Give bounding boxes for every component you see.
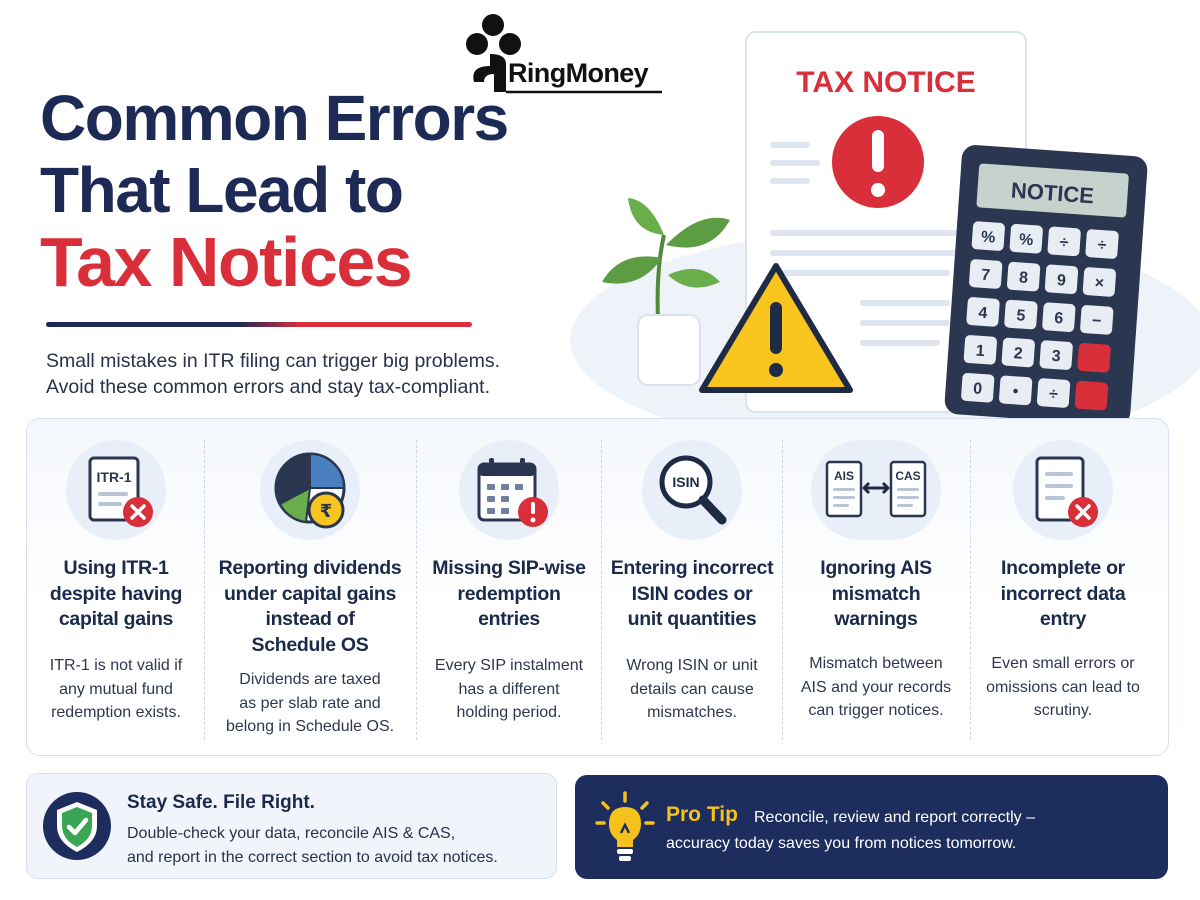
card-divider	[782, 440, 783, 740]
itr-document-error-icon	[66, 440, 166, 540]
error-heading: Ignoring AIS mismatch warnings	[820, 557, 932, 630]
lightbulb-icon	[595, 789, 655, 865]
calculator-key-label: 1	[975, 342, 986, 361]
title-underline	[46, 322, 472, 327]
subtitle-line-2: Avoid these common errors and stay tax-compliant.	[46, 376, 491, 398]
magnifier-isin-icon	[642, 440, 742, 540]
svg-text:AIS: AIS	[833, 469, 855, 483]
svg-text:ITR-1: ITR-1	[96, 469, 132, 485]
error-card-ais	[784, 430, 968, 750]
ais-cas-compare-icon	[811, 440, 941, 540]
error-card-sip	[418, 430, 600, 750]
calculator-key-label: •	[1012, 383, 1019, 401]
calculator-display: NOTICE	[1010, 177, 1095, 209]
calculator-key-label: ÷	[1059, 234, 1070, 252]
error-description: Mismatch between AIS and your records can trigger notices.	[800, 655, 952, 719]
error-heading: Using ITR-1 despite having capital gains	[49, 557, 183, 630]
page-title	[40, 82, 510, 301]
calculator-key-label: 7	[980, 266, 991, 285]
error-heading: Incomplete or incorrect data entry	[1000, 557, 1126, 630]
error-description: Even small errors or omissions can lead to scrutiny.	[986, 655, 1140, 719]
card-divider	[416, 440, 417, 740]
title-line-2: That Lead to	[40, 154, 403, 226]
card-divider	[970, 440, 971, 740]
calculator-key-label: −	[1091, 312, 1102, 331]
calculator-key-label: 0	[972, 380, 983, 399]
error-card-itr1	[30, 430, 202, 750]
calculator-key-label: %	[980, 228, 996, 247]
stay-safe-text: Double-check your data, reconcile AIS & CAS, and report in the correct section to avoid tax notices.	[127, 825, 498, 866]
calculator-key-label: ÷	[1048, 385, 1059, 404]
card-divider	[601, 440, 602, 740]
svg-text:ISIN: ISIN	[672, 474, 700, 490]
brand-name: RingMoney	[508, 58, 649, 88]
calculator-key-label: 9	[1056, 272, 1067, 290]
error-description: Every SIP instalment has a different holding period.	[434, 657, 584, 721]
calculator-key-equals	[1077, 343, 1111, 373]
calculator-key-label: 8	[1018, 269, 1029, 287]
calculator-key-label: %	[1018, 231, 1034, 250]
svg-text:CAS: CAS	[895, 469, 921, 483]
calculator-key-label: 3	[1051, 347, 1062, 366]
calculator-key-equals	[1075, 381, 1109, 411]
subtitle-line-1: Small mistakes in ITR filing can trigger big problems.	[46, 350, 501, 372]
calculator-key-label: 2	[1013, 345, 1024, 363]
error-card-dividends	[206, 430, 414, 750]
svg-text:₹: ₹	[319, 501, 333, 522]
error-card-isin	[603, 430, 781, 750]
calculator-key-label: 4	[977, 304, 988, 323]
title-line-1: Common Errors	[40, 82, 508, 154]
stay-safe-title: Stay Safe. File Right.	[127, 792, 315, 813]
pie-chart-rupee-icon	[260, 440, 360, 540]
subtitle	[46, 348, 566, 400]
error-heading: Reporting dividends under capital gains instead of Schedule OS	[218, 557, 402, 656]
calculator-key-label: 5	[1015, 307, 1026, 325]
stay-safe-banner	[26, 773, 557, 879]
pro-tip-text: Reconcile, review and report correctly – accuracy today saves you from notices tomorrow.	[666, 809, 1036, 852]
calculator-key-label: 6	[1053, 309, 1064, 328]
error-description: Wrong ISIN or unit details can cause mismatches.	[626, 657, 758, 721]
error-description: ITR-1 is not valid if any mutual fund redemption exists.	[49, 657, 183, 721]
pro-tip-banner	[575, 775, 1168, 879]
error-heading: Entering incorrect ISIN codes or unit quantities	[610, 557, 774, 630]
calendar-alert-icon	[459, 440, 559, 540]
hero-illustration	[560, 20, 1200, 420]
calculator-key-label: ÷	[1096, 236, 1107, 255]
calculator-icon	[944, 144, 1148, 420]
calculator-key-label: ×	[1094, 274, 1105, 293]
error-heading: Missing SIP-wise redemption entries	[432, 557, 586, 630]
error-description: Dividends are taxed as per slab rate and belong in Schedule OS.	[225, 671, 395, 735]
error-card-data-entry	[972, 430, 1154, 750]
card-divider	[204, 440, 205, 740]
document-title: TAX NOTICE	[796, 66, 976, 99]
title-accent: Tax Notices	[40, 223, 412, 301]
pro-tip-label: Pro Tip	[666, 803, 738, 826]
shield-check-icon	[41, 790, 113, 862]
document-error-icon	[1013, 440, 1113, 540]
